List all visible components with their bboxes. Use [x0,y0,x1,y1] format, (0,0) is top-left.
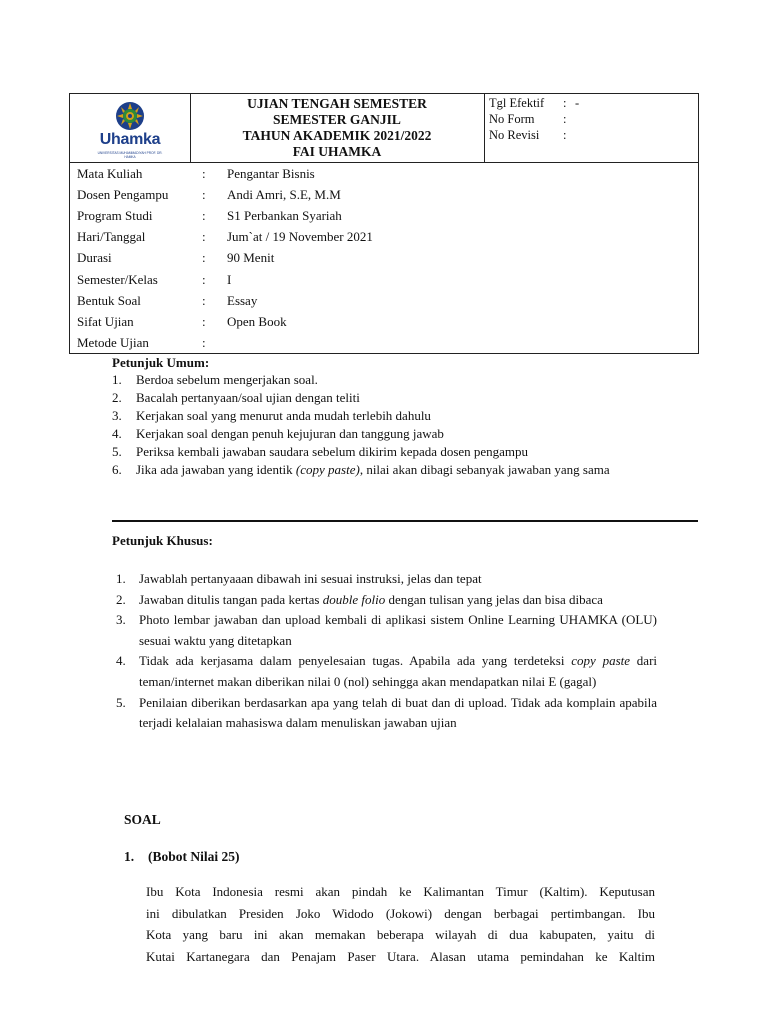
course-info-table [69,163,699,354]
meta-row-no-revisi [489,127,698,143]
logo-subtext: UNIVERSITAS MUHAMMADIYAH PROF. DR. HAMKA [97,151,163,159]
specific-instructions-heading: Petunjuk Khusus: [112,533,213,548]
logo-wordmark: Uhamka [99,131,161,148]
question-1-text [146,881,655,968]
meta-sep: : [563,96,567,110]
exam-header-table [69,93,699,163]
info-value: Andi Amri, S.E, M.M [227,187,341,202]
question-weight: (Bobot Nilai 25) [148,849,240,864]
list-item: 1. Berdoa sebelum mengerjakan soal. [112,372,318,387]
form-meta [486,94,698,162]
section-divider [112,520,698,522]
info-colon: : [202,250,206,265]
info-label: Mata Kuliah [77,166,143,181]
info-label: Semester/Kelas [77,272,158,287]
list-item-text: Berdoa sebelum mengerjakan soal. [136,372,318,387]
list-item-text: Penilaian diberikan berdasarkan apa yang telah di buat dan di upload. Tidak ada komplain apabila terjadi kelalaian mahasiswa dalam menuliskan jawaban ujian [139,694,657,731]
list-item: 3. Photo lembar jawaban dan upload kembali di aplikasi sistem Online Learning UHAMKA (OLU) sesuai waktu yang ditetapkan [116,612,657,648]
list-item-text: Photo lembar jawaban dan upload kembali di aplikasi sistem Online Learning UHAMKA (OLU) sesuai waktu yang ditetapkan [139,612,657,648]
list-item-text: Kerjakan soal dengan penuh kejujuran dan tanggung jawab [136,426,444,441]
info-label: Metode Ujian [77,335,149,350]
title-line: FAI UHAMKA [292,144,382,159]
title-line: SEMESTER GANJIL [273,112,401,127]
meta-value: - [575,96,580,110]
specific-instructions-list [112,569,657,734]
uhamka-logo [92,101,168,157]
list-item: 5. Penilaian diberikan berdasarkan apa yang telah di buat dan di upload. Tidak ada komplain apabila terjadi kelalaian mahasiswa dalam menuliskan jawaban ujian [116,694,657,731]
title-line: TAHUN AKADEMIK 2021/2022 [242,128,432,143]
info-colon: : [202,335,206,350]
question-line: Kutai Kartanegara dan Penajam Paser Utara. Alasan utama pemindahan ke Kaltim [146,949,655,965]
question-line: ini dibulatkan Presiden Joko Widodo (Jokowi) dengan berbagai pertimbangan. Ibu [146,905,655,921]
question-line: Kota yang baru ini akan memakan beberapa wilayah di dua kabupaten, yaitu di [146,927,655,943]
list-item-text: Jawaban ditulis tangan pada kertas double folio dengan tulisan yang jelas dan bisa dibaca [139,591,603,607]
list-item-text: Tidak ada kerjasama dalam penyelesaian tugas. Apabila ada yang terdeteksi copy paste dari teman/internet makan diberikan nilai 0 (nol) sehingga akan mendapatkan nilai E (gagal) [139,653,658,689]
list-item: 1. Jawablah pertanyaaan dibawah ini sesuai instruksi, jelas dan tepat [116,571,482,586]
info-value: Open Book [227,314,287,329]
list-item-text: Kerjakan soal yang menurut anda mudah terlebih dahulu [136,408,431,423]
soal-heading: SOAL [124,812,161,827]
question-line: Ibu Kota Indonesia resmi akan pindah ke Kalimantan Timur (Kaltim). Keputusan [146,884,655,899]
info-value: Jum`at / 19 November 2021 [227,229,373,244]
meta-row-tgl-efektif [489,95,698,111]
info-value: Essay [227,293,258,308]
meta-row-no-form [489,111,698,127]
list-item: 4. Tidak ada kerjasama dalam penyelesaian tugas. Apabila ada yang terdeteksi copy paste dari teman/internet makan diberikan nilai 0 (nol) sehingga akan mendapatkan nilai E (gagal) [116,653,658,689]
list-item: 6. Jika ada jawaban yang identik (copy paste), nilai akan dibagi sebanyak jawaban yang sama [112,462,610,477]
exam-title [190,94,485,162]
info-value: Pengantar Bisnis [227,166,315,181]
info-value: S1 Perbankan Syariah [227,208,342,223]
logo-cell [70,94,191,162]
meta-sep: : [563,128,567,142]
uhamka-emblem-icon [92,101,168,133]
list-item-text: Periksa kembali jawaban saudara sebelum dikirim kepada dosen pengampu [136,444,529,459]
list-item: 4. Kerjakan soal dengan penuh kejujuran dan tanggung jawab [112,426,444,441]
info-colon: : [202,166,206,181]
list-item: 2. Bacalah pertanyaan/soal ujian dengan teliti [112,390,360,405]
info-colon: : [202,229,206,244]
list-item: 3. Kerjakan soal yang menurut anda mudah terlebih dahulu [112,408,431,423]
info-value: I [227,272,232,287]
specific-instructions [112,569,657,734]
meta-label: Tgl Efektif [489,96,545,110]
general-instructions [112,354,672,479]
info-value: 90 Menit [227,250,275,265]
general-instructions-heading: Petunjuk Umum: [112,355,210,370]
list-item-text: Bacalah pertanyaan/soal ujian dengan teliti [136,390,360,405]
info-label: Sifat Ujian [77,314,134,329]
info-colon: : [202,208,206,223]
list-item-text: Jawablah pertanyaaan dibawah ini sesuai instruksi, jelas dan tepat [139,571,482,586]
info-label: Hari/Tanggal [77,229,146,244]
meta-label: No Revisi [489,128,540,142]
list-item: 5. Periksa kembali jawaban saudara sebelum dikirim kepada dosen pengampu [112,444,529,459]
info-colon: : [202,293,206,308]
info-label: Bentuk Soal [77,293,141,308]
meta-sep: : [563,112,567,126]
list-item: 2. Jawaban ditulis tangan pada kertas double folio dengan tulisan yang jelas dan bisa dibaca [116,591,603,607]
info-colon: : [202,272,206,287]
list-item-text: Jika ada jawaban yang identik (copy paste), nilai akan dibagi sebanyak jawaban yang sama [136,462,610,477]
info-label: Durasi [77,250,112,265]
title-line: UJIAN TENGAH SEMESTER [247,96,427,111]
info-colon: : [202,314,206,329]
general-instructions-list [112,371,672,479]
info-colon: : [202,187,206,202]
info-label: Dosen Pengampu [77,187,169,202]
question-1-heading [124,849,240,865]
info-label: Program Studi [77,208,153,223]
question-number: 1. [124,849,135,864]
meta-label: No Form [489,112,535,126]
